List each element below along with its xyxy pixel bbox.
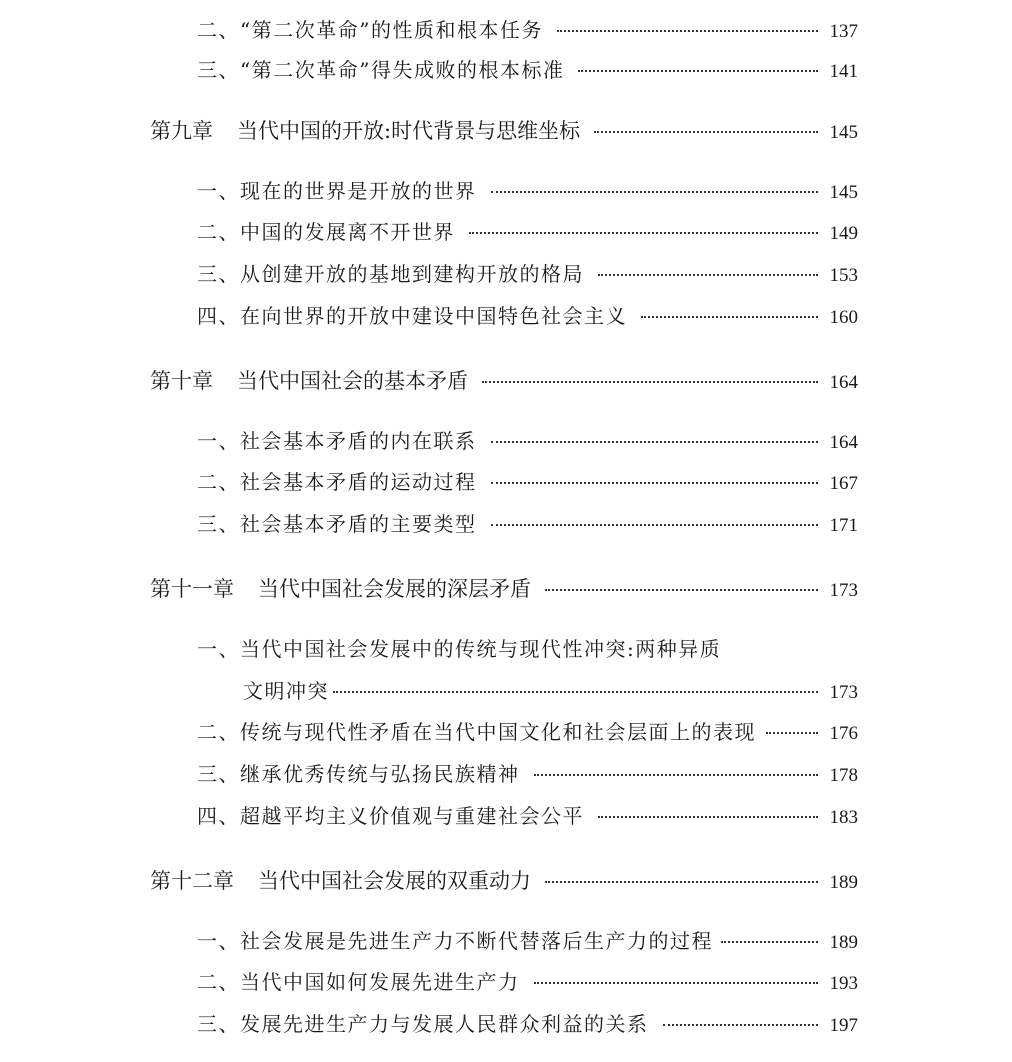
- toc-entry-title: 一、当代中国社会发展中的传统与现代性冲突:两种异质: [197, 637, 722, 661]
- toc-entry: [197, 304, 858, 330]
- dot-leader: [594, 131, 817, 133]
- toc-entry: [197, 58, 858, 84]
- toc-entry-page: 171: [829, 515, 858, 536]
- toc-entry-title: 二、“第二次革命”的性质和根本任务: [197, 18, 543, 42]
- toc-entry: [197, 220, 858, 246]
- toc-entry-continuation: [243, 679, 858, 705]
- toc-entry-page: 137: [829, 21, 858, 42]
- toc-chapter: [150, 119, 858, 145]
- toc-entry-page: 141: [829, 61, 858, 82]
- toc-entry-page: 145: [829, 182, 858, 203]
- chapter-number: 第十章: [150, 369, 213, 393]
- chapter-number: 第十二章: [150, 869, 234, 893]
- toc-entry-title: 一、现在的世界是开放的世界: [197, 179, 477, 203]
- dot-leader: [469, 232, 818, 234]
- dot-leader: [545, 589, 818, 591]
- toc-entry: [197, 1012, 858, 1038]
- toc-entry-title: 一、社会基本矛盾的内在联系: [197, 429, 477, 453]
- toc-entry-page: 149: [829, 223, 858, 244]
- toc-entry: [197, 262, 858, 288]
- toc-entry-page: 197: [829, 1015, 858, 1036]
- dot-leader: [578, 70, 817, 72]
- dot-leader: [598, 274, 818, 276]
- toc-entry: [197, 720, 858, 746]
- dot-leader: [721, 941, 818, 943]
- toc-entry-page: 176: [829, 723, 858, 744]
- dot-leader: [333, 691, 818, 693]
- dot-leader: [598, 816, 818, 818]
- toc-entry-page: 164: [829, 372, 858, 393]
- toc-entry-title: 二、社会基本矛盾的运动过程: [197, 470, 477, 494]
- toc-entry-title: 三、发展先进生产力与发展人民群众利益的关系: [197, 1012, 649, 1036]
- toc-entry: [197, 762, 858, 788]
- toc-entry: [197, 804, 858, 830]
- dot-leader: [557, 30, 818, 32]
- dot-leader: [491, 191, 818, 193]
- dot-leader: [545, 881, 818, 883]
- toc-entry: [197, 429, 858, 455]
- chapter-title: 当代中国的开放:时代背景与思维坐标: [237, 119, 581, 143]
- toc-entry-page: 193: [829, 973, 858, 994]
- toc-entry-title: 一、社会发展是先进生产力不断代替落后生产力的过程: [197, 929, 713, 953]
- toc-entry: [197, 970, 858, 996]
- chapter-number: 第九章: [150, 119, 213, 143]
- toc-entry-page: 145: [829, 122, 858, 143]
- toc-entry-page: 178: [829, 765, 858, 786]
- toc-entry-page: 173: [829, 682, 858, 703]
- toc-entry-title: 三、社会基本矛盾的主要类型: [197, 512, 477, 536]
- toc-chapter: [150, 577, 858, 603]
- toc-entry: [197, 929, 858, 955]
- toc-entry-title: 文明冲突: [243, 679, 329, 703]
- toc-entry-page: 160: [829, 307, 858, 328]
- chapter-number: 第十一章: [150, 577, 234, 601]
- toc-entry: [197, 18, 858, 44]
- chapter-title: 当代中国社会的基本矛盾: [237, 369, 468, 393]
- chapter-title: 当代中国社会发展的双重动力: [258, 869, 531, 893]
- dot-leader: [491, 482, 818, 484]
- toc-entry-page: 173: [829, 580, 858, 601]
- dot-leader: [663, 1024, 818, 1026]
- dot-leader: [766, 732, 818, 734]
- toc-entry: [197, 637, 858, 661]
- toc-entry-page: 183: [829, 807, 858, 828]
- toc-entry-page: 189: [829, 872, 858, 893]
- toc-entry-title: 三、“第二次革命”得失成败的根本标准: [197, 58, 565, 82]
- toc-entry-page: 164: [829, 432, 858, 453]
- dot-leader: [534, 774, 818, 776]
- dot-leader: [491, 441, 818, 443]
- toc-entry-title: 二、传统与现代性矛盾在当代中国文化和社会层面上的表现: [197, 720, 756, 744]
- toc-chapter: [150, 369, 858, 395]
- toc-entry-title: 四、在向世界的开放中建设中国特色社会主义: [197, 304, 627, 328]
- toc-entry-title: 三、继承优秀传统与弘扬民族精神: [197, 762, 520, 786]
- chapter-title: 当代中国社会发展的深层矛盾: [258, 577, 531, 601]
- dot-leader: [534, 982, 818, 984]
- toc-entry: [197, 470, 858, 496]
- toc-entry-title: 二、中国的发展离不开世界: [197, 220, 455, 244]
- dot-leader: [491, 524, 818, 526]
- toc-entry: [197, 179, 858, 205]
- toc-entry-title: 二、当代中国如何发展先进生产力: [197, 970, 520, 994]
- toc-entry-page: 189: [829, 932, 858, 953]
- dot-leader: [641, 316, 818, 318]
- toc-entry: [197, 512, 858, 538]
- toc-chapter: [150, 869, 858, 895]
- toc-entry-title: 三、从创建开放的基地到建构开放的格局: [197, 262, 584, 286]
- toc-entry-title: 四、超越平均主义价值观与重建社会公平: [197, 804, 584, 828]
- toc-entry-page: 153: [829, 265, 858, 286]
- toc-entry-page: 167: [829, 473, 858, 494]
- dot-leader: [482, 381, 818, 383]
